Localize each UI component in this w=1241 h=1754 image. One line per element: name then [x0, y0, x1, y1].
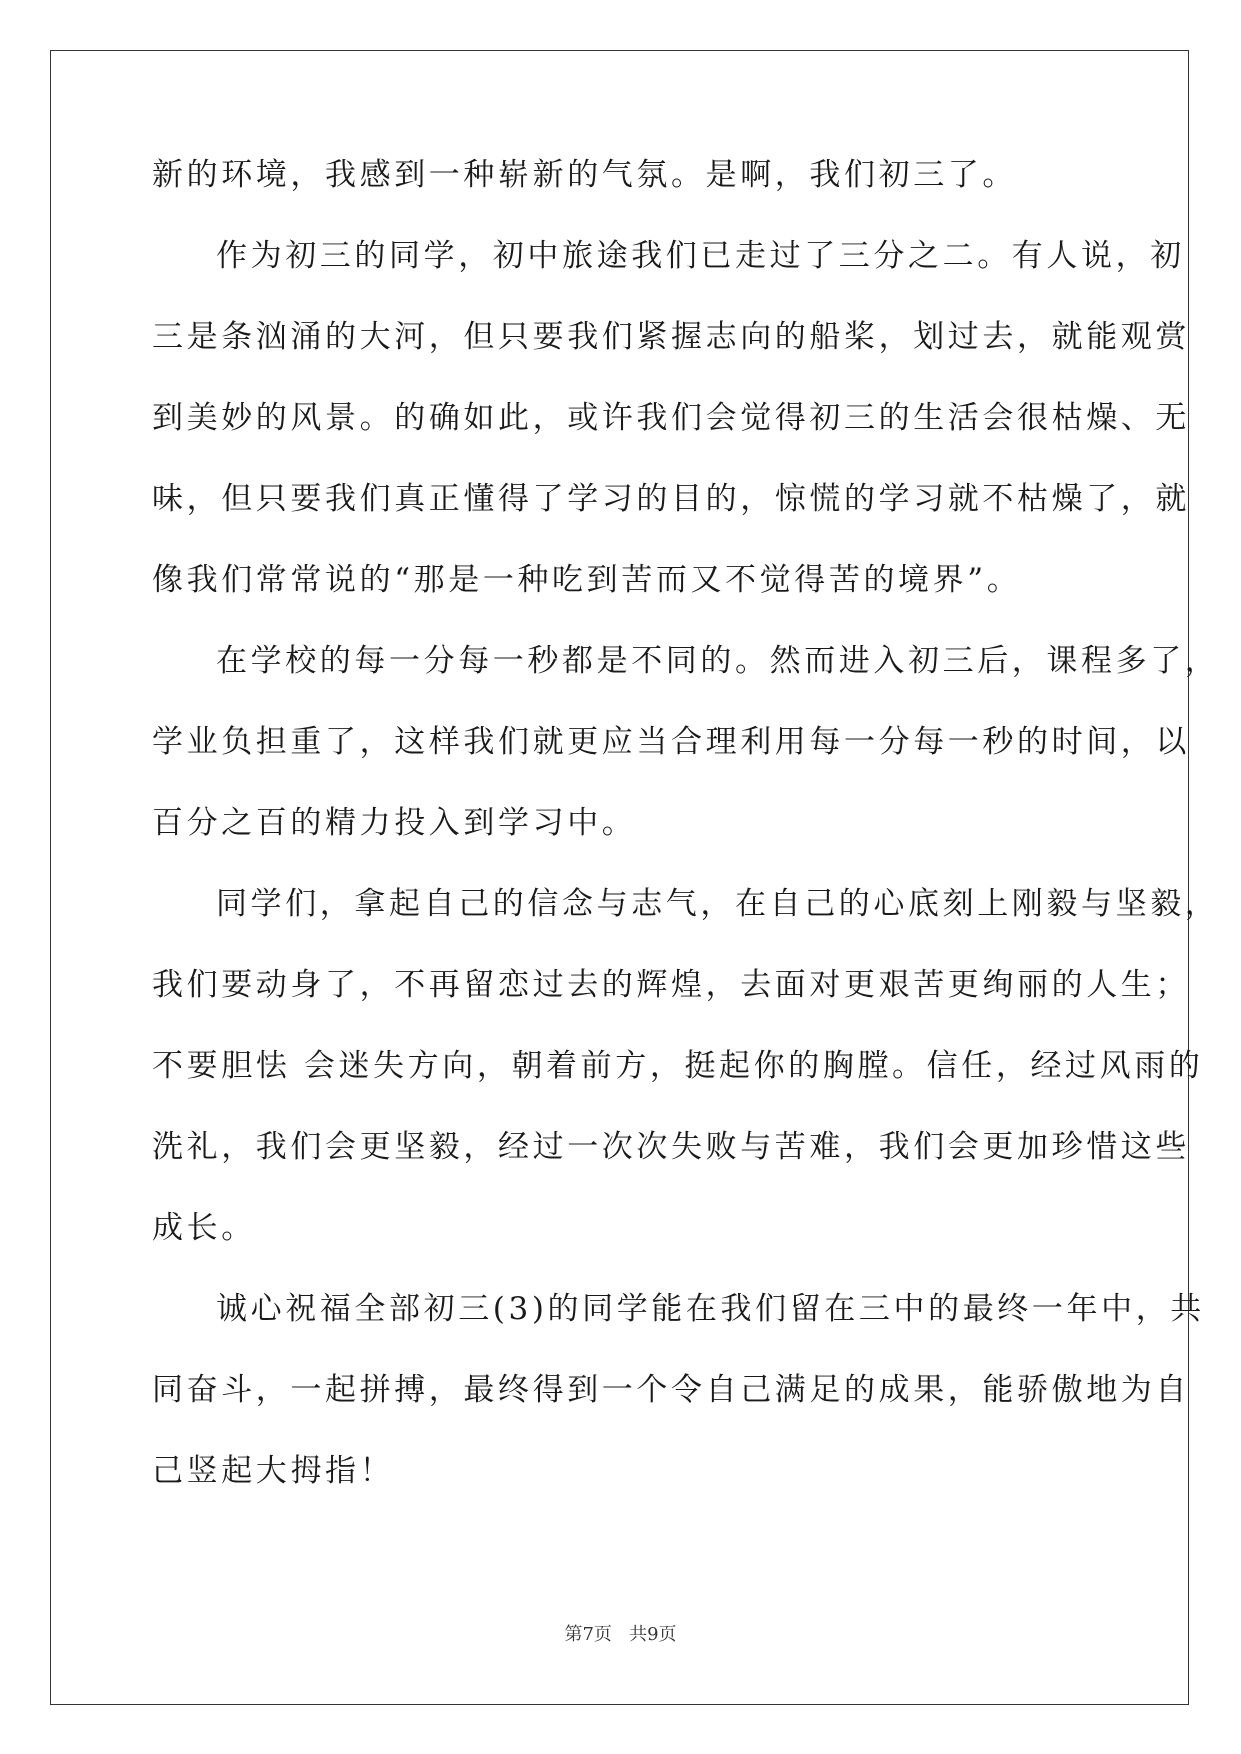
text-line: 成长。	[152, 1210, 256, 1246]
text-line: 新的环境，我感到一种崭新的气氛。是啊，我们初三了。	[152, 157, 1017, 193]
text-line: 学业负担重了，这样我们就更应当合理利用每一分每一秒的时间，以	[152, 724, 1190, 760]
text-line: 在学校的每一分每一秒都是不同的。然而进入初三后，课程多了，	[216, 643, 1220, 679]
text-line: 己竖起大拇指！	[152, 1453, 395, 1489]
text-line: 百分之百的精力投入到学习中。	[152, 805, 637, 841]
text-line: 三是条汹涌的大河，但只要我们紧握志向的船桨，划过去，就能观赏	[152, 319, 1190, 355]
text-line: 作为初三的同学，初中旅途我们已走过了三分之二。有人说，初	[216, 238, 1185, 274]
page-footer: 第7页 共9页	[564, 1624, 677, 1645]
text-line: 同奋斗，一起拼搏，最终得到一个令自己满足的成果，能骄傲地为自	[152, 1372, 1190, 1408]
text-line: 味，但只要我们真正懂得了学习的目的，惊慌的学习就不枯燥了，就	[152, 481, 1190, 517]
text-line: 到美妙的风景。的确如此，或许我们会觉得初三的生活会很枯燥、无	[152, 400, 1190, 436]
text-line: 像我们常常说的“那是一种吃到苦而又不觉得苦的境界”。	[152, 562, 1022, 598]
document-body	[152, 157, 1220, 1537]
text-line: 我们要动身了，不再留恋过去的辉煌，去面对更艰苦更绚丽的人生；	[152, 967, 1190, 1003]
text-line: 不要胆怯 会迷失方向，朝着前方，挺起你的胸膛。信任，经过风雨的	[152, 1048, 1204, 1084]
text-line: 同学们，拿起自己的信念与志气，在自己的心底刻上刚毅与坚毅，	[216, 886, 1220, 922]
text-line: 洗礼，我们会更坚毅，经过一次次失败与苦难，我们会更加珍惜这些	[152, 1129, 1190, 1165]
text-line: 诚心祝福全部初三(3)的同学能在我们留在三中的最终一年中，共	[216, 1291, 1205, 1327]
